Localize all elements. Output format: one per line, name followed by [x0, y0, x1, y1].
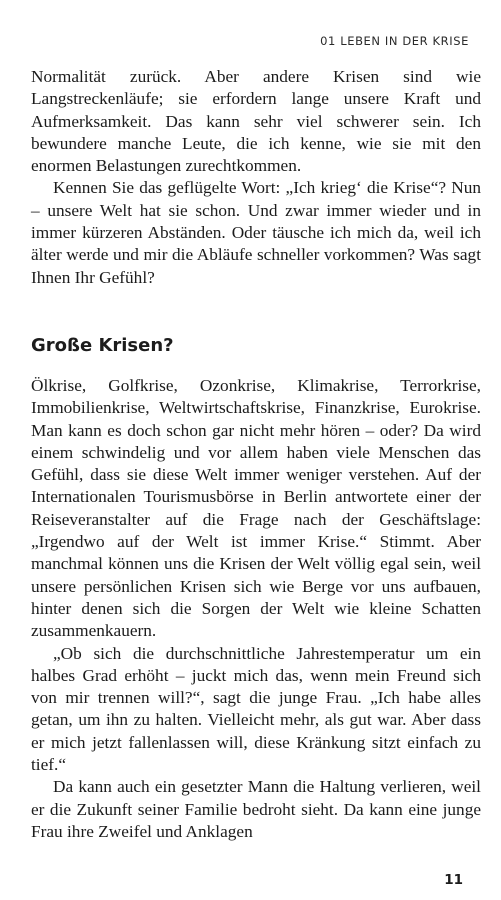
paragraph: Normalität zurück. Aber andere Krisen sind wie Langstreckenläufe; sie erfordern lange unsere Kraft und Aufmerksamkeit. Das kann sehr viel schwerer sein. Ich bewundere manche Leute, die ich kenne, wie sie mit den enormen Belastungen zurechtkommen. [31, 67, 481, 176]
paragraph: „Ob sich die durchschnittliche Jahrestemperatur um ein halbes Grad erhöht – juckt mich das, wenn mein Freund sich von mir trennen will?“, sagt die junge Frau. „Ich habe alles getan, um ihn zu halten. Vielleicht mehr, als gut war. Aber dass er mich jetzt fallenlassen will, diese Kränkung sitzt einfach zu tief.“ [31, 643, 481, 775]
text-block-intro [31, 66, 481, 289]
paragraph: Kennen Sie das geflügelte Wort: „Ich krieg‘ die Krise“? Nun – unsere Welt hat sie schon. Und zwar immer wieder und in immer kürzeren Abständen. Oder täusche ich mich da, weil ich älter werde und mir die Abläufe schneller vorkommen? Was sagt Ihnen Ihr Gefühl? [31, 178, 481, 287]
page-number: 11 [444, 872, 463, 888]
running-header: 01 LEBEN IN DER KRISE [320, 34, 469, 48]
paragraph: Da kann auch ein gesetzter Mann die Haltung verlieren, weil er die Zukunft seiner Familie bedroht sieht. Da kann eine junge Frau ihre Zweifel und Anklagen [31, 777, 481, 841]
paragraph: Ölkrise, Golfkrise, Ozonkrise, Klimakrise, Terrorkrise, Immobilienkrise, Weltwirtschaftskrise, Finanzkrise, Eurokrise. Man kann es doch schon gar nicht mehr hören – oder? Da wird einem schwindelig und vor allem haben viele Menschen das Gefühl, dass sie diese Welt immer weniger verstehen. Auf der Internationalen Tourismusbörse in Berlin antwortete einer der Reiseveranstalter auf die Frage nach der Geschäftslage: „Irgendwo auf der Welt ist immer Krise.“ Stimmt. Aber manchmal können uns die Krisen der Welt völlig egal sein, weil unsere persönlichen Krisen sich wie Berge vor uns aufbauen, hinter denen sich die Sorgen der Welt wie kleine Schatten zusammenkauern. [31, 376, 481, 641]
text-block-section [31, 375, 481, 843]
section-heading: Große Krisen? [31, 335, 174, 356]
